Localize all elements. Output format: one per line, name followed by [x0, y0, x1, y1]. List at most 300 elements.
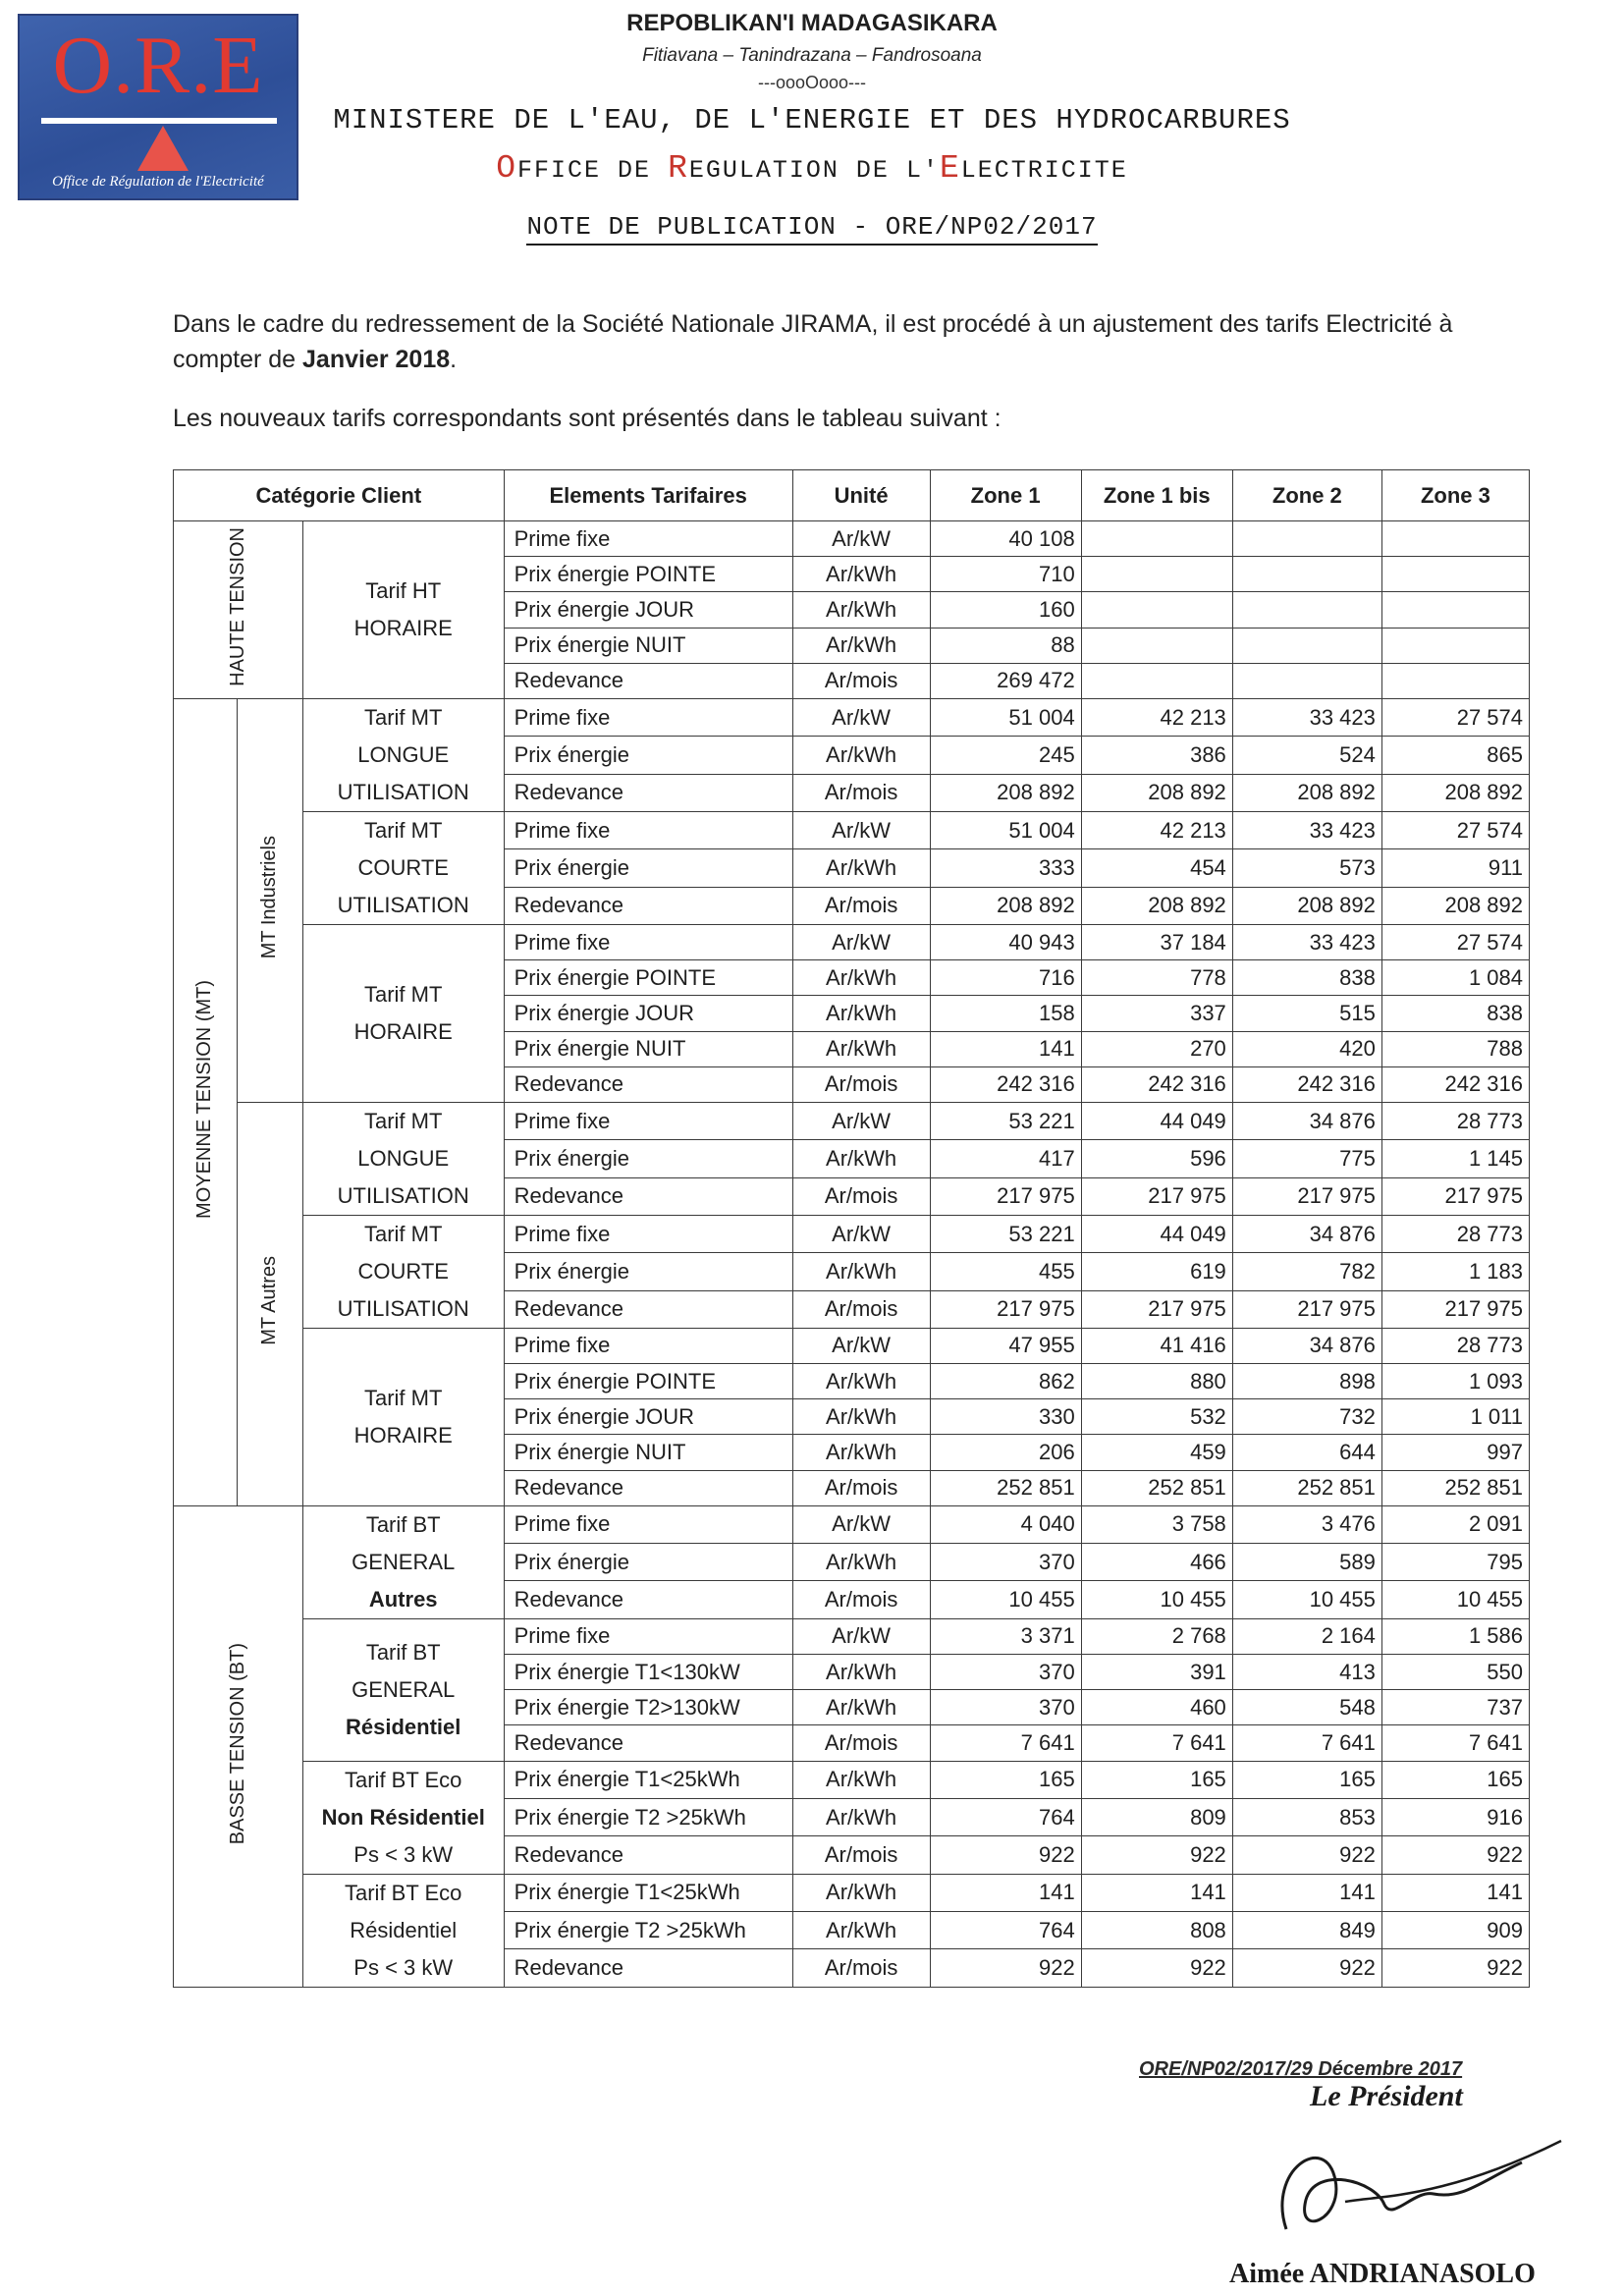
table-row	[174, 1874, 1530, 1911]
zone-3-value: 208 892	[1381, 887, 1529, 924]
table-row	[174, 1102, 1530, 1139]
zone-1-value: 165	[930, 1761, 1081, 1798]
zone-3-value: 28 773	[1381, 1215, 1529, 1252]
header-zone-2: Zone 2	[1232, 470, 1381, 521]
zone-1-bis-value	[1081, 521, 1232, 557]
table-row	[174, 1505, 1530, 1543]
intro-date: Janvier 2018	[302, 346, 451, 373]
zone-1-value: 922	[930, 1949, 1081, 1987]
signature	[1227, 2111, 1581, 2249]
zone-1-bis-value	[1081, 628, 1232, 663]
tariff-name-line: COURTE	[357, 854, 449, 880]
zone-1-value: 217 975	[930, 1177, 1081, 1215]
unit-cell: Ar/kW	[792, 1328, 930, 1363]
tariff-name-line: COURTE	[357, 1258, 449, 1284]
unit-cell: Ar/kWh	[792, 960, 930, 996]
zone-2-value: 217 975	[1232, 1290, 1381, 1328]
zone-3-value: 922	[1381, 1949, 1529, 1987]
zone-3-value: 1 084	[1381, 960, 1529, 996]
zone-1-value: 51 004	[930, 698, 1081, 736]
zone-1-bis-value	[1081, 592, 1232, 628]
zone-3-value	[1381, 557, 1529, 592]
motto: Fitiavana – Tanindrazana – Fandrosoana	[642, 45, 982, 66]
zone-1-value: 10 455	[930, 1581, 1081, 1618]
zone-3-value: 550	[1381, 1655, 1529, 1690]
tariff-name-line: UTILISATION	[337, 1295, 469, 1321]
ministry-heading: MINISTERE DE L'EAU, DE L'ENERGIE ET DES HYDROCARBURES	[333, 104, 1291, 137]
zone-1-bis-value: 42 213	[1081, 811, 1232, 848]
zone-2-value	[1232, 521, 1381, 557]
tariff-element: Redevance	[504, 663, 792, 698]
zone-2-value: 3 476	[1232, 1505, 1381, 1543]
tariff-name-line: HORAIRE	[353, 1018, 453, 1044]
tariff-element: Prime fixe	[504, 1618, 792, 1654]
zone-1-bis-value: 922	[1081, 1949, 1232, 1987]
unit-cell: Ar/kWh	[792, 592, 930, 628]
tariff-element: Prix énergie T1<25kWh	[504, 1761, 792, 1798]
zone-1-bis-value: 7 641	[1081, 1725, 1232, 1761]
zone-1-bis-value: 217 975	[1081, 1290, 1232, 1328]
zone-3-value: 217 975	[1381, 1290, 1529, 1328]
tariff-element: Prix énergie POINTE	[504, 1364, 792, 1399]
zone-3-value: 165	[1381, 1761, 1529, 1798]
unit-cell: Ar/mois	[792, 1581, 930, 1618]
table-row	[174, 1215, 1530, 1252]
tariff-element: Prix énergie JOUR	[504, 996, 792, 1031]
zone-1-value: 370	[930, 1655, 1081, 1690]
unit-cell: Ar/kW	[792, 1505, 930, 1543]
zone-2-value: 33 423	[1232, 811, 1381, 848]
category-moyenne-tension-label: MOYENNE TENSION (MT)	[193, 979, 216, 1219]
zone-1-value: 160	[930, 592, 1081, 628]
unit-cell: Ar/kW	[792, 1215, 930, 1252]
unit-cell: Ar/kWh	[792, 849, 930, 887]
tariff-element: Prix énergie JOUR	[504, 1399, 792, 1435]
zone-1-bis-value: 3 758	[1081, 1505, 1232, 1543]
zone-3-value: 788	[1381, 1031, 1529, 1066]
zone-1-bis-value: 10 455	[1081, 1581, 1232, 1618]
tariff-name-line: GENERAL	[352, 1676, 456, 1702]
zone-3-value: 10 455	[1381, 1581, 1529, 1618]
tariff-name-line: UTILISATION	[337, 892, 469, 917]
unit-cell: Ar/mois	[792, 1725, 930, 1761]
tariff-element: Prix énergie T1<25kWh	[504, 1874, 792, 1911]
republic-heading: REPOBLIKAN'I MADAGASIKARA	[626, 10, 998, 36]
tariff-element: Redevance	[504, 1836, 792, 1874]
unit-cell: Ar/kW	[792, 1102, 930, 1139]
zone-2-value: 515	[1232, 996, 1381, 1031]
note-title	[0, 212, 1624, 242]
subcategory-mt-industriels-label: MT Industriels	[258, 836, 281, 959]
header-zone-1-bis: Zone 1 bis	[1081, 470, 1232, 521]
unit-cell: Ar/mois	[792, 1470, 930, 1505]
zone-2-value: 732	[1232, 1399, 1381, 1435]
unit-cell: Ar/kW	[792, 698, 930, 736]
table-row	[174, 924, 1530, 959]
unit-cell: Ar/kWh	[792, 1031, 930, 1066]
tariff-name-line: Tarif BT	[365, 1511, 441, 1537]
zone-2-value: 853	[1232, 1798, 1381, 1835]
tariff-name-line: LONGUE	[357, 741, 450, 767]
zone-3-value: 795	[1381, 1544, 1529, 1581]
unit-cell: Ar/kWh	[792, 1364, 930, 1399]
zone-1-bis-value: 460	[1081, 1690, 1232, 1725]
zone-3-value: 838	[1381, 996, 1529, 1031]
category-basse-tension	[174, 1505, 303, 1987]
zone-2-value: 922	[1232, 1949, 1381, 1987]
tariff-name-line: Ps < 3 kW	[353, 1954, 454, 1980]
tariff-element: Prix énergie	[504, 737, 792, 774]
zone-2-value: 413	[1232, 1655, 1381, 1690]
tariff-element: Prime fixe	[504, 521, 792, 557]
logo-caption: Office de Régulation de l'Electricité	[52, 174, 264, 190]
unit-cell: Ar/kWh	[792, 1798, 930, 1835]
tariff-table	[173, 469, 1530, 1988]
unit-cell: Ar/kWh	[792, 557, 930, 592]
zone-1-bis-value: 41 416	[1081, 1328, 1232, 1363]
tariff-element: Redevance	[504, 1581, 792, 1618]
zone-3-value: 865	[1381, 737, 1529, 774]
unit-cell: Ar/mois	[792, 1177, 930, 1215]
table-row	[174, 1761, 1530, 1798]
zone-2-value: 165	[1232, 1761, 1381, 1798]
zone-1-bis-value: 454	[1081, 849, 1232, 887]
zone-1-value: 455	[930, 1253, 1081, 1290]
zone-1-value: 7 641	[930, 1725, 1081, 1761]
zone-3-value: 28 773	[1381, 1102, 1529, 1139]
zone-1-bis-value: 337	[1081, 996, 1232, 1031]
zone-1-bis-value: 270	[1081, 1031, 1232, 1066]
zone-3-value: 997	[1381, 1435, 1529, 1470]
zone-2-value: 782	[1232, 1253, 1381, 1290]
zone-1-value: 4 040	[930, 1505, 1081, 1543]
zone-3-value: 1 183	[1381, 1253, 1529, 1290]
tariff-name-line: Tarif BT Eco	[345, 1880, 462, 1905]
tariff-element: Redevance	[504, 887, 792, 924]
tariff-name	[302, 698, 504, 811]
zone-1-bis-value: 208 892	[1081, 774, 1232, 811]
tariff-name	[302, 521, 504, 699]
tariff-name	[302, 1102, 504, 1215]
zone-1-value: 252 851	[930, 1470, 1081, 1505]
unit-cell: Ar/kWh	[792, 1435, 930, 1470]
unit-cell: Ar/kWh	[792, 1253, 930, 1290]
unit-cell: Ar/kWh	[792, 1874, 930, 1911]
zone-2-value: 34 876	[1232, 1102, 1381, 1139]
separator: ---oooOooo---	[757, 73, 867, 92]
zone-2-value: 573	[1232, 849, 1381, 887]
intro-paragraph	[173, 306, 1528, 377]
tariff-name-line: Tarif MT	[363, 1385, 443, 1410]
zone-2-value: 141	[1232, 1874, 1381, 1911]
zone-2-value: 34 876	[1232, 1215, 1381, 1252]
zone-1-bis-value: 391	[1081, 1655, 1232, 1690]
subcategory-mt-autres	[237, 1102, 302, 1505]
zone-3-value: 217 975	[1381, 1177, 1529, 1215]
zone-1-bis-value	[1081, 557, 1232, 592]
category-haute-tension	[174, 521, 303, 699]
zone-1-value: 764	[930, 1798, 1081, 1835]
tariff-name-line: Tarif MT	[363, 1221, 443, 1246]
zone-1-value: 417	[930, 1140, 1081, 1177]
zone-1-value: 208 892	[930, 887, 1081, 924]
unit-cell: Ar/mois	[792, 1290, 930, 1328]
zone-2-value: 849	[1232, 1911, 1381, 1948]
zone-2-value: 644	[1232, 1435, 1381, 1470]
tariff-name	[302, 1761, 504, 1874]
zone-2-value: 252 851	[1232, 1470, 1381, 1505]
unit-cell: Ar/kW	[792, 1618, 930, 1654]
table-header-row	[174, 470, 1530, 521]
zone-2-value: 589	[1232, 1544, 1381, 1581]
zone-1-value: 922	[930, 1836, 1081, 1874]
category-basse-tension-label: BASSE TENSION (BT)	[226, 1642, 248, 1844]
tariff-element: Prime fixe	[504, 1328, 792, 1363]
zone-1-bis-value: 532	[1081, 1399, 1232, 1435]
zone-1-bis-value: 809	[1081, 1798, 1232, 1835]
zone-1-bis-value: 459	[1081, 1435, 1232, 1470]
tariff-table-body	[174, 521, 1530, 1988]
president-stamp: Le Président	[1310, 2080, 1463, 2112]
zone-2-value: 922	[1232, 1836, 1381, 1874]
tariff-name-line: Tarif MT	[363, 704, 443, 730]
zone-2-value: 33 423	[1232, 924, 1381, 959]
zone-2-value: 33 423	[1232, 698, 1381, 736]
tariff-name	[302, 1328, 504, 1505]
tariff-element: Prime fixe	[504, 1215, 792, 1252]
zone-2-value	[1232, 628, 1381, 663]
tariff-name-line: Ps < 3 kW	[353, 1841, 454, 1867]
zone-1-value: 764	[930, 1911, 1081, 1948]
zone-1-value: 53 221	[930, 1102, 1081, 1139]
zone-2-value	[1232, 663, 1381, 698]
zone-1-value: 206	[930, 1435, 1081, 1470]
zone-1-bis-value: 922	[1081, 1836, 1232, 1874]
zone-1-bis-value: 208 892	[1081, 887, 1232, 924]
unit-cell: Ar/mois	[792, 887, 930, 924]
zone-3-value: 27 574	[1381, 698, 1529, 736]
zone-2-value: 34 876	[1232, 1328, 1381, 1363]
zone-3-value	[1381, 521, 1529, 557]
tariff-name	[302, 1505, 504, 1618]
tariff-name-line: GENERAL	[352, 1549, 456, 1574]
tariff-element: Prix énergie T2>130kW	[504, 1690, 792, 1725]
tariff-name-line: Tarif HT	[365, 577, 442, 603]
zone-2-value	[1232, 592, 1381, 628]
zone-1-value: 40 943	[930, 924, 1081, 959]
unit-cell: Ar/kWh	[792, 1761, 930, 1798]
zone-2-value: 775	[1232, 1140, 1381, 1177]
zone-3-value: 916	[1381, 1798, 1529, 1835]
logo-text: O.R.E	[52, 20, 264, 111]
zone-1-bis-value: 619	[1081, 1253, 1232, 1290]
tariff-element: Prix énergie	[504, 1544, 792, 1581]
tariff-name-line: Résidentiel	[350, 1917, 458, 1942]
unit-cell: Ar/kWh	[792, 1140, 930, 1177]
zone-1-value: 141	[930, 1874, 1081, 1911]
subcategory-mt-industriels	[237, 698, 302, 1102]
tariff-name-line: Tarif MT	[363, 981, 443, 1007]
table-row	[174, 521, 1530, 557]
zone-2-value: 2 164	[1232, 1618, 1381, 1654]
category-moyenne-tension	[174, 698, 238, 1505]
unit-cell: Ar/kWh	[792, 1690, 930, 1725]
tariff-element: Prix énergie JOUR	[504, 592, 792, 628]
tariff-element: Prime fixe	[504, 1102, 792, 1139]
tariff-element: Redevance	[504, 1290, 792, 1328]
zone-1-bis-value: 217 975	[1081, 1177, 1232, 1215]
zone-3-value: 2 091	[1381, 1505, 1529, 1543]
zone-1-value: 245	[930, 737, 1081, 774]
tariff-name	[302, 1215, 504, 1328]
zone-1-bis-value: 808	[1081, 1911, 1232, 1948]
unit-cell: Ar/kWh	[792, 1655, 930, 1690]
tariff-name	[302, 1874, 504, 1987]
unit-cell: Ar/kWh	[792, 1399, 930, 1435]
tariff-element: Prix énergie	[504, 849, 792, 887]
zone-2-value	[1232, 557, 1381, 592]
unit-cell: Ar/kW	[792, 521, 930, 557]
zone-2-value: 208 892	[1232, 774, 1381, 811]
zone-2-value: 420	[1232, 1031, 1381, 1066]
tariff-element: Prime fixe	[504, 698, 792, 736]
tariff-name-line: HORAIRE	[353, 615, 453, 640]
header-elements: Elements Tarifaires	[504, 470, 792, 521]
tariff-name-line: HORAIRE	[353, 1422, 453, 1448]
tariff-element: Prix énergie	[504, 1140, 792, 1177]
zone-1-bis-value: 252 851	[1081, 1470, 1232, 1505]
zone-3-value: 1 093	[1381, 1364, 1529, 1399]
tariff-element: Prix énergie T2 >25kWh	[504, 1911, 792, 1948]
table-row	[174, 1328, 1530, 1363]
tariff-element: Redevance	[504, 1470, 792, 1505]
zone-3-value	[1381, 628, 1529, 663]
category-haute-tension-label: HAUTE TENSION	[226, 527, 248, 686]
zone-2-value: 548	[1232, 1690, 1381, 1725]
zone-2-value: 838	[1232, 960, 1381, 996]
zone-1-bis-value: 466	[1081, 1544, 1232, 1581]
unit-cell: Ar/kWh	[792, 737, 930, 774]
tariff-name	[302, 924, 504, 1102]
tariff-element: Prix énergie T1<130kW	[504, 1655, 792, 1690]
zone-1-value: 370	[930, 1544, 1081, 1581]
tariff-name-line: UTILISATION	[337, 1182, 469, 1208]
subcategory-mt-autres-label: MT Autres	[258, 1256, 281, 1346]
zone-3-value: 1 586	[1381, 1618, 1529, 1654]
unit-cell: Ar/kWh	[792, 1544, 930, 1581]
zone-3-value: 737	[1381, 1690, 1529, 1725]
zone-3-value	[1381, 592, 1529, 628]
zone-1-bis-value: 37 184	[1081, 924, 1232, 959]
tariff-name-line: Tarif BT Eco	[345, 1767, 462, 1792]
zone-3-value: 7 641	[1381, 1725, 1529, 1761]
table-row	[174, 811, 1530, 848]
zone-1-value: 40 108	[930, 521, 1081, 557]
tariff-element: Redevance	[504, 1725, 792, 1761]
lead-paragraph: Les nouveaux tarifs correspondants sont présentés dans le tableau suivant :	[173, 405, 1001, 432]
zone-1-value: 141	[930, 1031, 1081, 1066]
zone-3-value	[1381, 663, 1529, 698]
zone-1-value: 330	[930, 1399, 1081, 1435]
zone-1-value: 217 975	[930, 1290, 1081, 1328]
zone-3-value: 1 145	[1381, 1140, 1529, 1177]
zone-1-value: 208 892	[930, 774, 1081, 811]
unit-cell: Ar/mois	[792, 663, 930, 698]
tariff-element: Redevance	[504, 774, 792, 811]
zone-1-value: 3 371	[930, 1618, 1081, 1654]
intro-text: Dans le cadre du redressement de la Société Nationale JIRAMA, il est procédé à un ajustement des tarifs Electricité à compter de	[173, 310, 1453, 373]
zone-2-value: 898	[1232, 1364, 1381, 1399]
zone-3-value: 909	[1381, 1911, 1529, 1948]
zone-3-value: 28 773	[1381, 1328, 1529, 1363]
tariff-element: Redevance	[504, 1949, 792, 1987]
intro-end: .	[450, 346, 458, 373]
zone-3-value: 911	[1381, 849, 1529, 887]
header-unit: Unité	[792, 470, 930, 521]
unit-cell: Ar/kWh	[792, 1911, 930, 1948]
unit-cell: Ar/mois	[792, 1949, 930, 1987]
zone-1-value: 47 955	[930, 1328, 1081, 1363]
zone-1-value: 158	[930, 996, 1081, 1031]
unit-cell: Ar/kWh	[792, 996, 930, 1031]
zone-2-value: 524	[1232, 737, 1381, 774]
zone-1-value: 88	[930, 628, 1081, 663]
tariff-element: Prix énergie NUIT	[504, 628, 792, 663]
unit-cell: Ar/kW	[792, 811, 930, 848]
table-row	[174, 698, 1530, 736]
zone-1-bis-value: 165	[1081, 1761, 1232, 1798]
zone-3-value: 27 574	[1381, 811, 1529, 848]
unit-cell: Ar/kW	[792, 924, 930, 959]
table-row	[174, 1618, 1530, 1654]
tariff-element: Prix énergie NUIT	[504, 1435, 792, 1470]
zone-1-value: 710	[930, 557, 1081, 592]
tariff-name	[302, 1618, 504, 1761]
zone-2-value: 208 892	[1232, 887, 1381, 924]
zone-3-value: 27 574	[1381, 924, 1529, 959]
unit-cell: Ar/kWh	[792, 628, 930, 663]
zone-1-bis-value: 880	[1081, 1364, 1232, 1399]
header-zone-3: Zone 3	[1381, 470, 1529, 521]
zone-1-value: 51 004	[930, 811, 1081, 848]
tariff-element: Prime fixe	[504, 1505, 792, 1543]
tariff-element: Prix énergie POINTE	[504, 557, 792, 592]
zone-2-value: 242 316	[1232, 1066, 1381, 1102]
zone-3-value: 252 851	[1381, 1470, 1529, 1505]
note-title-text: NOTE DE PUBLICATION - ORE/NP02/2017	[526, 212, 1097, 246]
zone-1-value: 242 316	[930, 1066, 1081, 1102]
zone-3-value: 922	[1381, 1836, 1529, 1874]
tariff-name-line: LONGUE	[357, 1145, 450, 1171]
zone-3-value: 242 316	[1381, 1066, 1529, 1102]
zone-2-value: 7 641	[1232, 1725, 1381, 1761]
tariff-name-line: Résidentiel	[346, 1714, 461, 1739]
tariff-element: Prime fixe	[504, 811, 792, 848]
header-zone-1: Zone 1	[930, 470, 1081, 521]
zone-1-bis-value: 42 213	[1081, 698, 1232, 736]
zone-1-bis-value: 242 316	[1081, 1066, 1232, 1102]
unit-cell: Ar/mois	[792, 1836, 930, 1874]
zone-3-value: 141	[1381, 1874, 1529, 1911]
zone-1-bis-value: 2 768	[1081, 1618, 1232, 1654]
zone-3-value: 1 011	[1381, 1399, 1529, 1435]
zone-1-value: 333	[930, 849, 1081, 887]
tariff-name-line: Tarif BT	[365, 1639, 441, 1665]
zone-2-value: 10 455	[1232, 1581, 1381, 1618]
tariff-name-line: UTILISATION	[337, 779, 469, 804]
signer-name: Aimée ANDRIANASOLO	[1229, 2259, 1536, 2289]
zone-1-bis-value: 596	[1081, 1140, 1232, 1177]
